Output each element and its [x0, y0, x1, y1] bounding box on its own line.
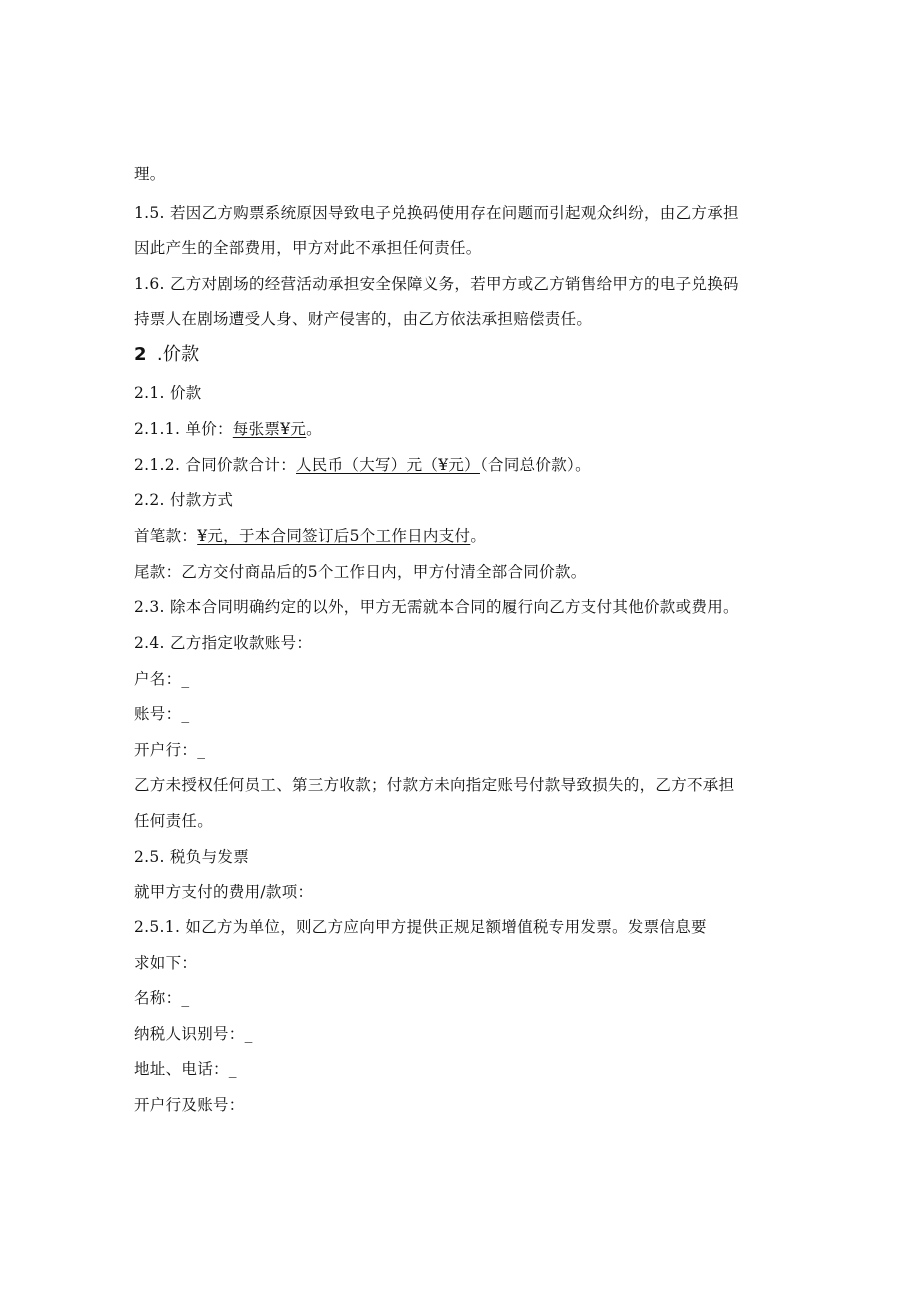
invoice-address-phone: 地址、电话：_ — [134, 1060, 237, 1078]
clause-2-4: 2.4. 乙方指定收款账号： — [134, 634, 313, 652]
account-number: 账号：_ — [134, 705, 190, 723]
unit-price-label: 2.1.1. 单价： — [134, 420, 233, 438]
clause-2-1-1 — [134, 419, 322, 439]
text-line: 乙方未授权任何员工、第三方收款；付款方未向指定账号付款导致损失的，乙方不承担 — [134, 776, 735, 794]
text-line: 就甲方支付的费用/款项： — [134, 883, 314, 901]
clause-1-5: 1.5. 若因乙方购票系统原因导致电子兑换码使用存在问题而引起观众纠纷，由乙方承担 — [134, 204, 739, 222]
first-payment — [134, 526, 486, 546]
account-bank: 开户行：_ — [134, 741, 206, 759]
unit-price-value: 每张票¥元 — [232, 420, 307, 438]
first-payment-value: ¥元，于本合同签订后5个工作日内支付 — [197, 527, 471, 545]
clause-2-5: 2.5. 税负与发票 — [134, 848, 250, 866]
punctuation: 。 — [470, 527, 487, 545]
invoice-tax-id: 纳税人识别号：_ — [134, 1025, 253, 1043]
final-payment: 尾款：乙方交付商品后的5个工作日内，甲方付清全部合同价款。 — [134, 563, 587, 581]
clause-2-1: 2.1. 价款 — [134, 384, 202, 402]
section-title: .价款 — [156, 344, 200, 365]
first-payment-label: 首笔款： — [134, 527, 198, 545]
clause-2-5-1: 2.5.1. 如乙方为单位，则乙方应向甲方提供正规足额增值税专用发票。发票信息要 — [134, 918, 707, 936]
text-line: 任何责任。 — [134, 812, 214, 830]
text-line: 理。 — [134, 165, 166, 183]
section-heading-price — [134, 344, 199, 366]
text-line: 求如下： — [134, 954, 198, 972]
text-line: 因此产生的全部费用，甲方对此不承担任何责任。 — [134, 239, 482, 257]
total-price-value: 人民币（大写）元（¥元） — [296, 456, 480, 474]
punctuation: 。 — [306, 420, 322, 438]
total-price-label: 2.1.2. 合同价款合计： — [134, 456, 296, 474]
text-line: 持票人在剧场遭受人身、财产侵害的，由乙方依法承担赔偿责任。 — [134, 310, 593, 328]
invoice-bank-account: 开户行及账号： — [134, 1096, 245, 1114]
clause-2-3: 2.3. 除本合同明确约定的以外，甲方无需就本合同的履行向乙方支付其他价款或费用。 — [134, 598, 739, 616]
clause-2-1-2 — [134, 455, 591, 475]
section-number: 2 — [134, 344, 147, 365]
account-name: 户名：_ — [134, 670, 190, 688]
clause-2-2: 2.2. 付款方式 — [134, 491, 234, 509]
total-price-note: （合同总价款）。 — [479, 456, 591, 474]
clause-1-6: 1.6. 乙方对剧场的经营活动承担安全保障义务，若甲方或乙方销售给甲方的电子兑换码 — [134, 275, 739, 293]
invoice-name: 名称：_ — [134, 989, 190, 1007]
